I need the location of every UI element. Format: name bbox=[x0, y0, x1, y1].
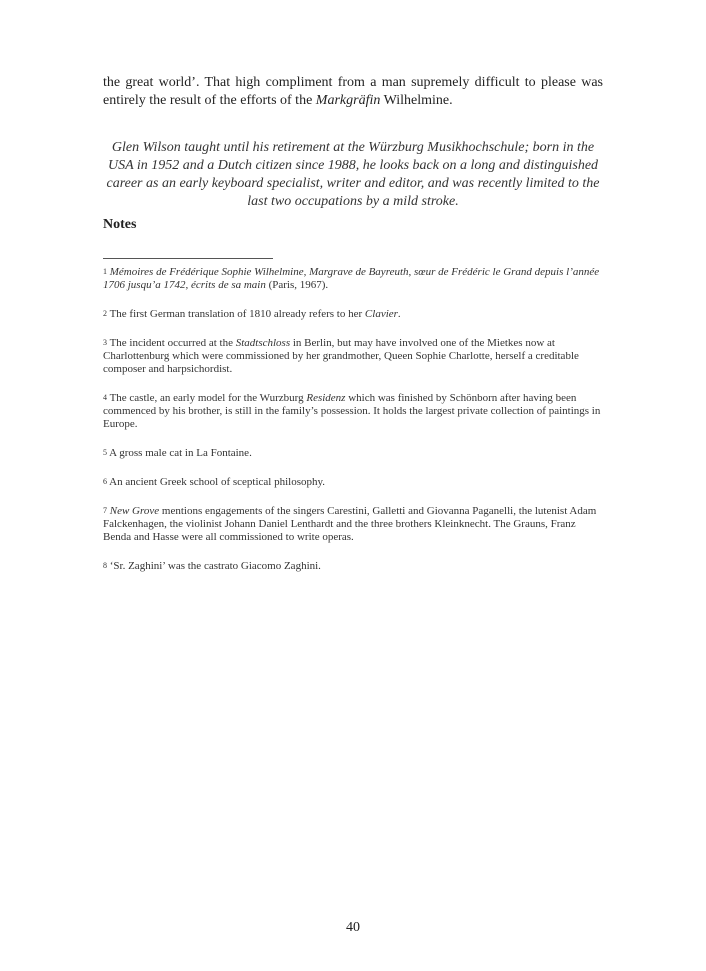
note-text: mentions engagements of the singers Carestini, Galletti and Giovanna Paganelli, the lutenist Adam Falckenhagen, the violinist Johann Daniel Lenthardt and the three brothers Kleinknecht. The Grauns, Franz Benda and Hasse were all commissioned to write operas. bbox=[103, 505, 597, 543]
note-number: 4 bbox=[103, 393, 107, 402]
note-number: 1 bbox=[103, 267, 107, 276]
note-5 bbox=[103, 447, 606, 460]
body-paragraph bbox=[103, 74, 603, 110]
page-number: 40 bbox=[346, 920, 360, 935]
notes-list bbox=[103, 266, 606, 589]
note-text: ‘Sr. Zaghini’ was the castrato Giacomo Zaghini. bbox=[109, 560, 321, 572]
note-text: in Berlin, but may have involved one of the Mietkes now at Charlottenburg which were commissioned by her grandmother, Queen Sophie Charlotte, herself a creditable composer and harpsichordist. bbox=[103, 337, 579, 375]
note-text: The castle, an early model for the Wurzburg bbox=[109, 392, 307, 404]
note-number: 8 bbox=[103, 561, 107, 570]
note-text: The first German translation of 1810 already refers to her bbox=[109, 308, 365, 320]
note-number: 6 bbox=[103, 477, 107, 486]
note-number: 3 bbox=[103, 338, 107, 347]
note-italic: Residenz bbox=[306, 392, 346, 404]
notes-divider bbox=[103, 258, 273, 259]
note-italic: Stadtschloss bbox=[235, 337, 291, 349]
body-text-end: Wilhelmine. bbox=[380, 93, 453, 108]
note-7 bbox=[103, 505, 606, 544]
note-number: 5 bbox=[103, 448, 107, 457]
note-text: . bbox=[397, 308, 401, 320]
note-text: An ancient Greek school of sceptical philosophy. bbox=[109, 476, 326, 488]
note-text: The incident occurred at the bbox=[109, 337, 236, 349]
note-text: (Paris, 1967). bbox=[265, 279, 329, 291]
note-text: A gross male cat in La Fontaine. bbox=[109, 447, 252, 459]
note-4 bbox=[103, 392, 606, 431]
note-number: 7 bbox=[103, 506, 107, 515]
author-bio: Glen Wilson taught until his retirement at the Würzburg Musikhochschule; born in the USA in 1952 and a Dutch citizen since 1988, he looks back on a long and distinguished career as an early keyboard specialist, writer and editor, and was recently limited to the last two occupations by a mild stroke. bbox=[106, 140, 600, 209]
note-italic: Clavier bbox=[364, 308, 398, 320]
note-number: 2 bbox=[103, 309, 107, 318]
note-1 bbox=[103, 266, 606, 292]
note-italic: New Grove bbox=[109, 505, 160, 517]
note-text: which was finished by Schönborn after having been commenced by his brother, is still in the family’s possession. It holds the largest private collection of paintings in Europe. bbox=[103, 392, 601, 430]
note-italic: Mémoires de Frédérique Sophie Wilhelmine, Margrave de Bayreuth, sœur de Frédéric le Grand depuis l’année 1706 jusqu’a 1742, écrits de sa main bbox=[103, 266, 600, 291]
note-8 bbox=[103, 560, 606, 573]
notes-heading: Notes bbox=[103, 217, 137, 232]
body-text-start: the great world’. That high compliment from a man supremely difficult to please was entirely the result of the efforts of the bbox=[103, 75, 603, 108]
body-italic-term: Markgräfin bbox=[315, 93, 381, 108]
note-6 bbox=[103, 476, 606, 489]
note-2 bbox=[103, 308, 606, 321]
note-3 bbox=[103, 337, 606, 376]
